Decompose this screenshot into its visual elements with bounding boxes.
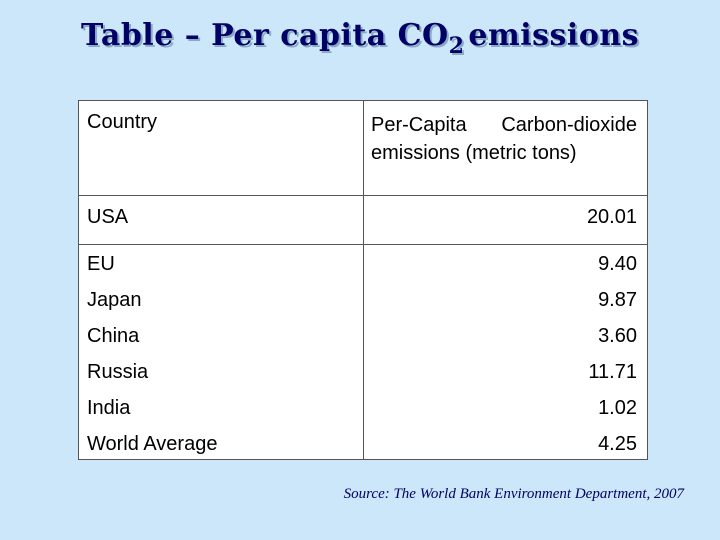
table-row-country: India bbox=[87, 397, 131, 419]
header-country: Country bbox=[87, 111, 158, 133]
column-divider bbox=[363, 101, 364, 459]
table-row-value: 3.60 bbox=[598, 325, 637, 347]
slide-title bbox=[0, 18, 720, 59]
table-row-value: 9.87 bbox=[598, 289, 637, 311]
header-emissions: Per-Capita Carbon-dioxide emissions (metric tons) bbox=[371, 114, 637, 164]
source-note: Source: The World Bank Environment Department, 2007 bbox=[343, 486, 684, 502]
table-row-value: 11.71 bbox=[588, 361, 637, 383]
title-main: Table – Per capita CO bbox=[80, 18, 449, 53]
table-row-country: USA bbox=[87, 206, 129, 228]
header-divider bbox=[79, 195, 647, 196]
title-subscript: 2 bbox=[448, 33, 465, 59]
table-row-country: Russia bbox=[87, 361, 149, 383]
table-row-value: 9.40 bbox=[598, 253, 637, 275]
emissions-table bbox=[78, 100, 648, 460]
table-row-country: China bbox=[87, 325, 140, 347]
title-rest: emissions bbox=[468, 18, 640, 53]
table-row-country: World Average bbox=[87, 433, 218, 455]
table-row-country: Japan bbox=[87, 289, 142, 311]
table-row-value: 20.01 bbox=[586, 206, 637, 228]
table-row-value: 1.02 bbox=[598, 397, 637, 419]
usa-row-divider bbox=[79, 244, 647, 245]
table-row-country: EU bbox=[87, 253, 115, 275]
table-row-value: 4.25 bbox=[598, 433, 637, 455]
